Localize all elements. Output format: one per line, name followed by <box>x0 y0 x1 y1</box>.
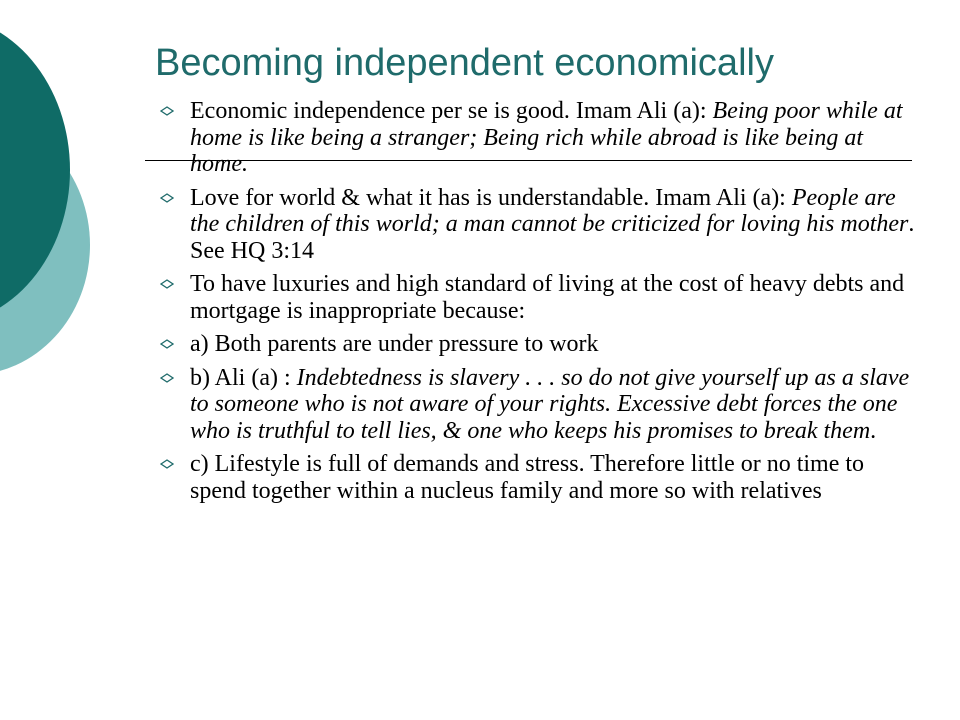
bullet-item <box>160 98 920 178</box>
hollow-diamond-icon <box>160 279 174 289</box>
quote-text: Indebtedness is slavery . . . so do not give yourself up as a slave to someone who is not aware of your rights. Excessive debt forces the one who is truthful to tell lies, & one who keeps his promises to break them <box>190 364 910 444</box>
bullet-text: . <box>870 417 877 444</box>
bullet-text: To have luxuries and high standard of living at the cost of heavy debts and mortgage is inappropriate because: <box>190 271 905 324</box>
bullet-text: a) Both parents are under pressure to work <box>190 331 599 357</box>
hollow-diamond-icon <box>160 106 174 116</box>
bullet-text: b) Ali (a) : <box>190 364 297 391</box>
bullet-list <box>160 98 920 511</box>
slide-title: Becoming independent economically <box>155 42 774 84</box>
bullet-text: Economic independence per se is good. Imam Ali (a): <box>190 98 713 124</box>
hollow-diamond-icon <box>160 373 174 383</box>
bullet-item <box>160 365 920 445</box>
bullet-item <box>160 271 920 324</box>
bullet-text: . See HQ 3:14 <box>190 211 915 264</box>
hollow-diamond-icon <box>160 193 174 203</box>
bullet-item <box>160 331 920 358</box>
hollow-diamond-icon <box>160 339 174 349</box>
bullet-text: Love for world & what it has is understandable. Imam Ali (a): <box>190 184 792 211</box>
bullet-text: c) Lifestyle is full of demands and stress. Therefore little or no time to spend together within a nucleus family and more so with relatives <box>190 451 865 504</box>
bullet-item <box>160 185 920 265</box>
bullet-item <box>160 451 920 504</box>
hollow-diamond-icon <box>160 459 174 469</box>
quote-text: Being poor while at home is like being a stranger; Being rich while abroad is like being at home. <box>190 98 903 177</box>
quote-text: People are the children of this world; a man cannot be criticized for loving his mother <box>190 184 909 237</box>
